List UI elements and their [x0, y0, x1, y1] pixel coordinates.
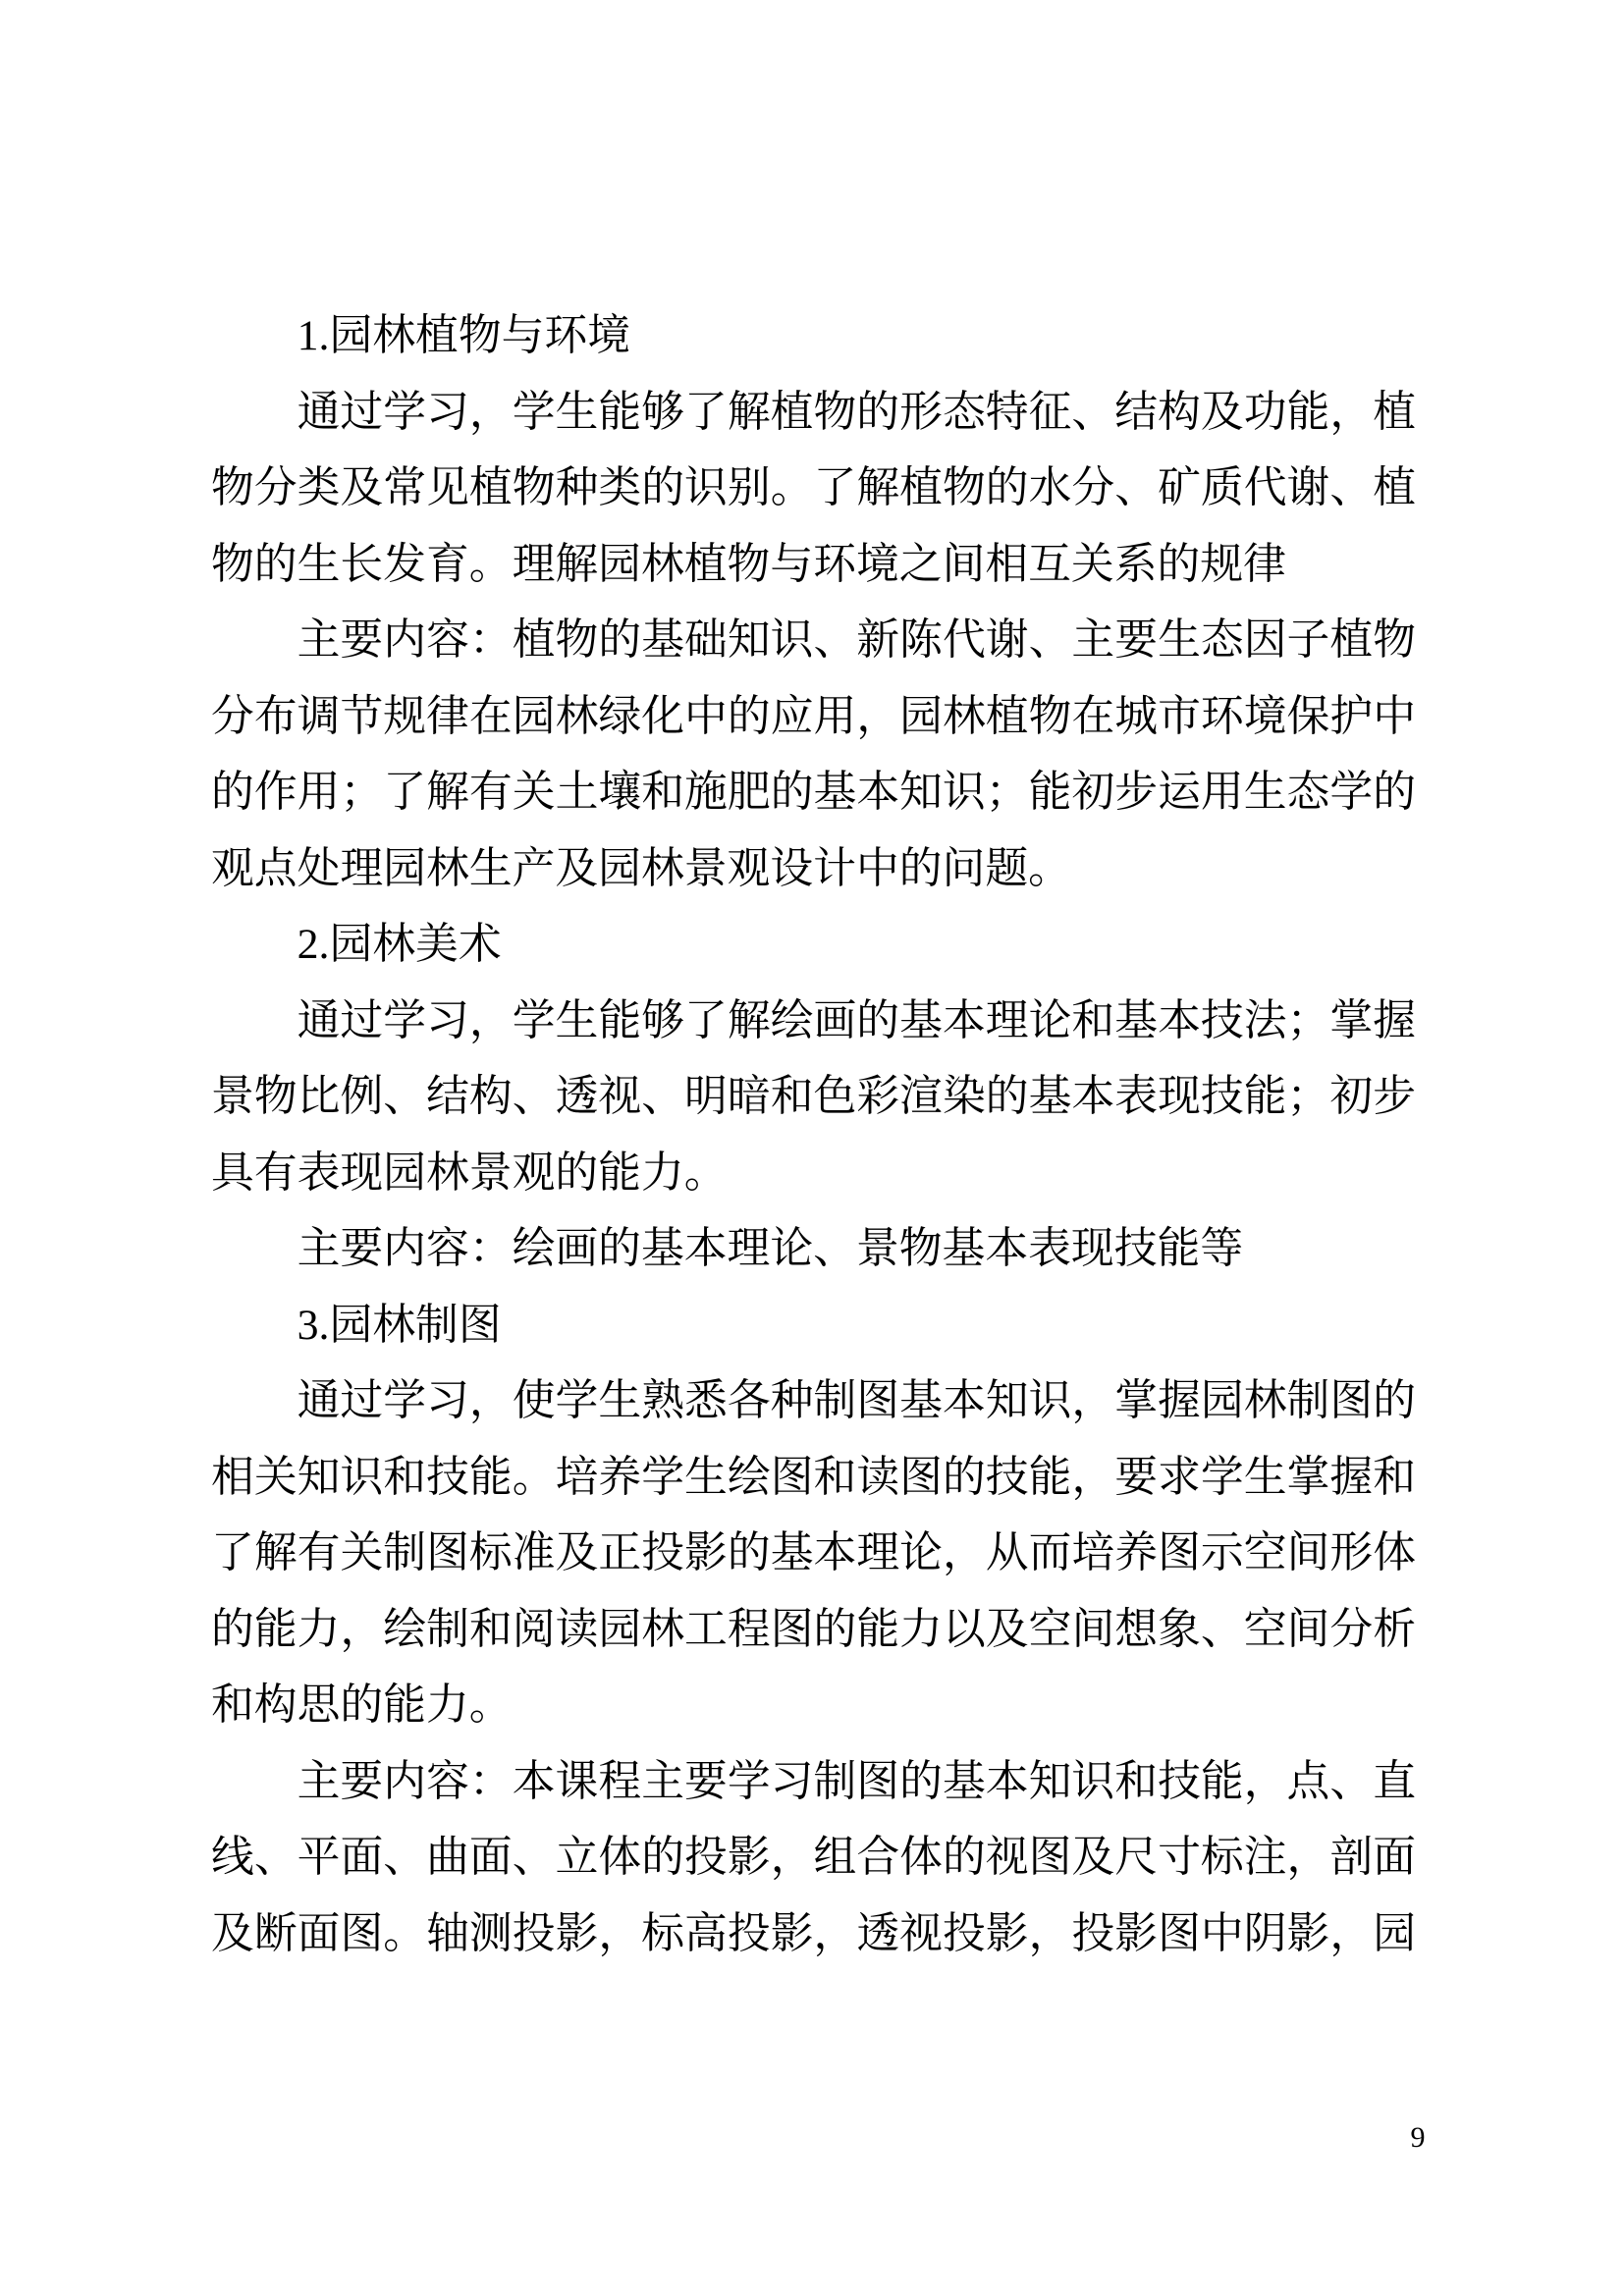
text-line: 物的生长发育。理解园林植物与环境之间相互关系的规律: [211, 540, 1286, 588]
text-line: 通过学习，学生能够了解植物的形态特征、结构及功能，植: [297, 388, 1416, 436]
text-line: 景物比例、结构、透视、明暗和色彩渲染的基本表现技能；初步: [211, 1073, 1416, 1120]
text-line: 及断面图。轴测投影，标高投影，透视投影，投影图中阴影，园: [211, 1909, 1416, 1957]
text-line: 1.园林植物与环境: [297, 312, 631, 359]
text-line: 3.园林制图: [297, 1301, 502, 1349]
text-line: 的能力，绘制和阅读园林工程图的能力以及空间想象、空间分析: [211, 1605, 1416, 1653]
text-line: 线、平面、曲面、立体的投影，组合体的视图及尺寸标注，剖面: [211, 1834, 1416, 1881]
text-line: 2.园林美术: [297, 921, 502, 968]
text-line: 主要内容：本课程主要学习制图的基本知识和技能，点、直: [297, 1757, 1416, 1805]
text-line: 分布调节规律在园林绿化中的应用，园林植物在城市环境保护中: [211, 692, 1416, 740]
text-line: 通过学习，学生能够了解绘画的基本理论和基本技法；掌握: [297, 996, 1416, 1044]
text-line: 主要内容：植物的基础知识、新陈代谢、主要生态因子植物: [297, 616, 1416, 664]
text-line: 物分类及常见植物种类的识别。了解植物的水分、矿质代谢、植: [211, 464, 1416, 511]
text-line: 通过学习，使学生熟悉各种制图基本知识，掌握园林制图的: [297, 1377, 1416, 1424]
text-block: [211, 298, 1416, 1972]
page-number: 9: [1410, 2121, 1426, 2154]
text-line: 具有表现园林景观的能力。: [211, 1148, 728, 1197]
text-line: 相关知识和技能。培养学生绘图和读图的技能，要求学生掌握和: [211, 1453, 1416, 1501]
text-line: 和构思的能力。: [211, 1682, 513, 1729]
text-line: 了解有关制图标准及正投影的基本理论，从而培养图示空间形体: [211, 1529, 1416, 1576]
text-line: 的作用；了解有关土壤和施肥的基本知识；能初步运用生态学的: [211, 769, 1416, 816]
text-line: 观点处理园林生产及园林景观设计中的问题。: [211, 844, 1071, 892]
text-line: 主要内容：绘画的基本理论、景物基本表现技能等: [297, 1225, 1244, 1272]
